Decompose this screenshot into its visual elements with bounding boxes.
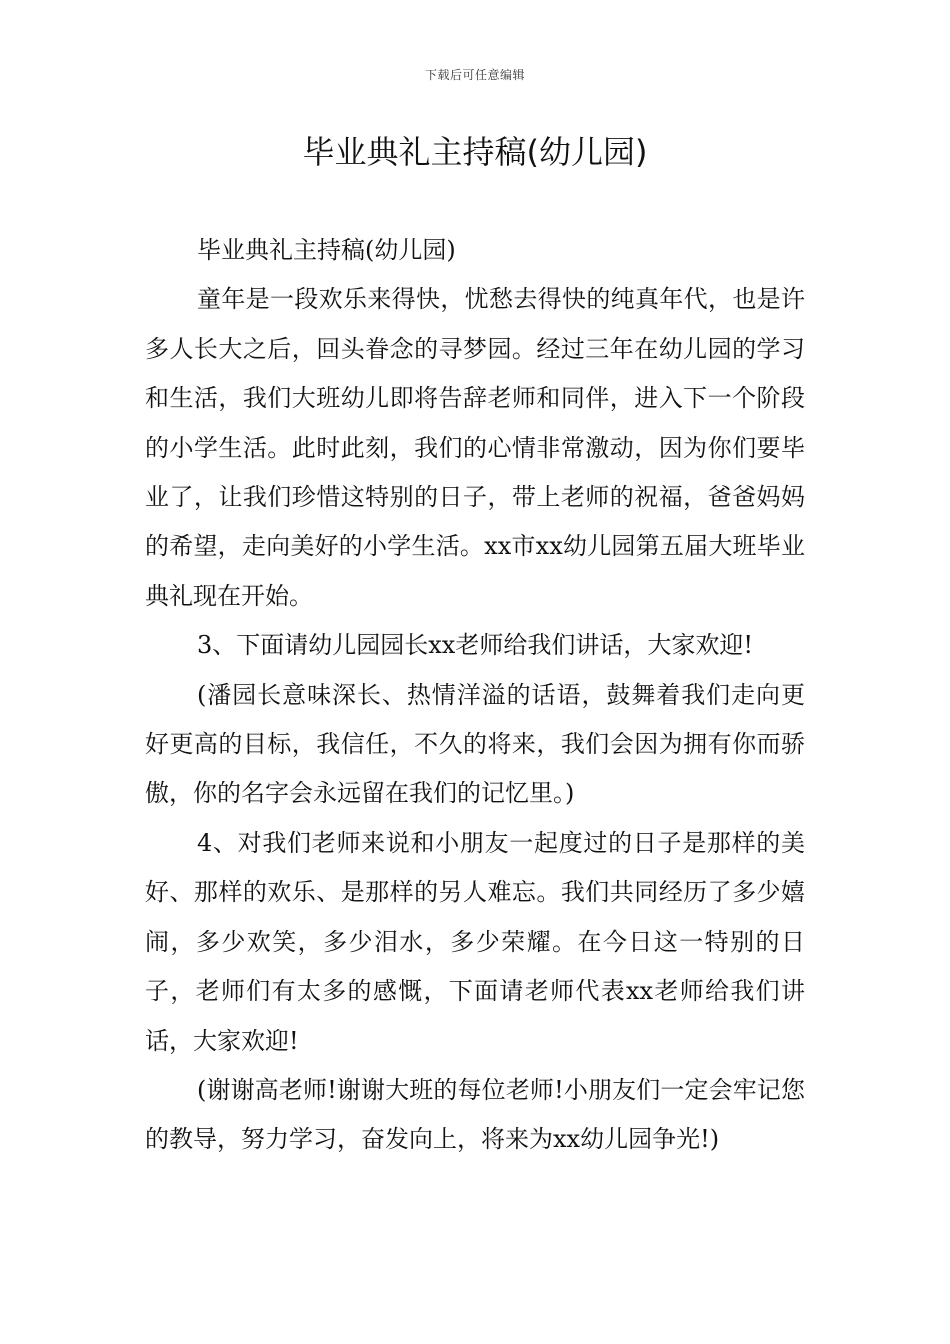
- paragraph-item-4: 4、对我们老师来说和小朋友一起度过的日子是那样的美好、那样的欢乐、是那样的另人难忘。我们共同经历了多少嬉闹，多少欢笑，多少泪水，多少荣耀。在今日这一特别的日子，老师们有太多的感慨，下面请老师代表xx老师给我们讲话，大家欢迎!: [145, 828, 805, 1055]
- paragraph-thanks-remark: (谢谢高老师!谢谢大班的每位老师!小朋友们一定会牢记您的教导，努力学习，奋发向上，将来为xx幼儿园争光!): [145, 1075, 805, 1154]
- paragraph-intro: 童年是一段欢乐来得快，忧愁去得快的纯真年代，也是许多人长大之后，回头眷念的寻梦园。经过三年在幼儿园的学习和生活，我们大班幼儿即将告辞老师和同伴，进入下一个阶段的小学生活。此时此刻，我们的心情非常激动，因为你们要毕业了，让我们珍惜这特别的日子，带上老师的祝福，爸爸妈妈的希望，走向美好的小学生活。xx市xx幼儿园第五届大班毕业典礼现在开始。: [145, 285, 805, 610]
- document-title: 毕业典礼主持稿(幼儿园): [302, 133, 648, 171]
- document-body: [145, 226, 805, 1165]
- paragraph-principal-remark: (潘园长意味深长、热情洋溢的话语，鼓舞着我们走向更好更高的目标，我信任，不久的将来，我们会因为拥有你而骄傲，你的名字会永远留在我们的记忆里。): [145, 680, 805, 808]
- header-note: 下载后可任意编辑: [424, 68, 525, 82]
- paragraph-subtitle: 毕业典礼主持稿(幼儿园): [197, 236, 456, 264]
- paragraph-item-3: 3、下面请幼儿园园长xx老师给我们讲话，大家欢迎!: [197, 631, 753, 660]
